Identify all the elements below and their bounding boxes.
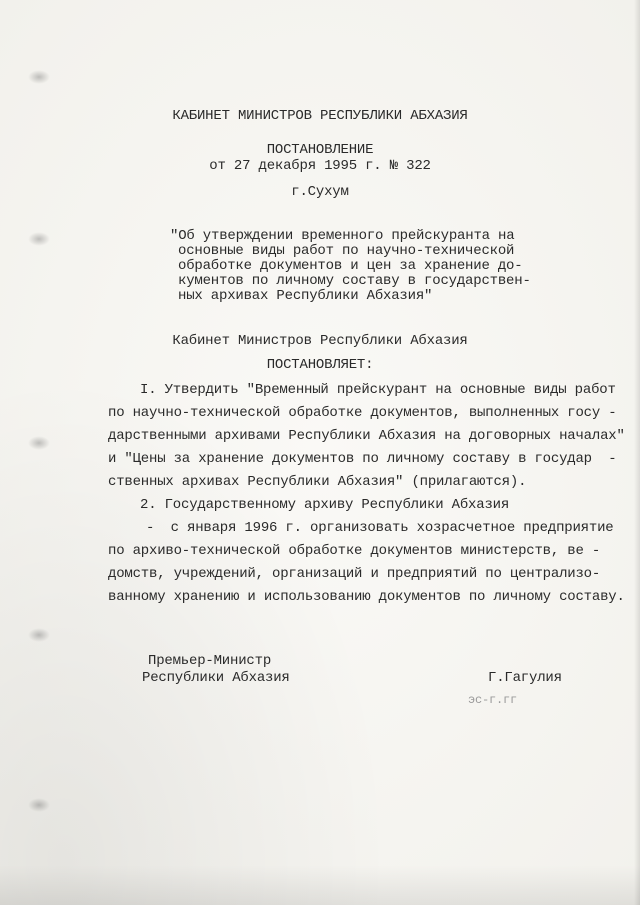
punch-hole-mark [28, 628, 50, 642]
subject-line: ных архивах Республики Абхазия" [178, 288, 433, 304]
body-line: I. Утвердить "Временный прейскурант на основные виды работ [140, 382, 616, 398]
punch-hole-mark [28, 232, 50, 246]
punch-hole-mark [28, 70, 50, 84]
page-bottom-shadow [0, 865, 640, 905]
body-line: по научно-технической обработке документов, выполненных госу - [108, 405, 617, 421]
body-line: и "Цены за хранение документов по личному составу в государ - [108, 451, 617, 467]
body-line: ственных архивах Республики Абхазия" (прилагаются). [108, 474, 527, 490]
faint-note: эс-г.гг [468, 693, 518, 707]
body-line: 2. Государственному архиву Республики Абхазия [140, 497, 510, 513]
organization-title: КАБИНЕТ МИНИСТРОВ РЕСПУБЛИКИ АБХАЗИЯ [172, 108, 468, 124]
subject-line: основные виды работ по научно-технической [178, 243, 515, 259]
body-line: по архиво-технической обработке документов министерств, ве - [108, 543, 601, 559]
subject-line: "Об утверждении временного прейскуранта на [170, 228, 515, 244]
subject-line: обработке документов и цен за хранение до- [178, 258, 523, 274]
body-line: ванному хранению и использованию документов по личному составу. [108, 589, 625, 605]
city: г.Сухум [291, 184, 349, 200]
signatory-name: Г.Гагулия [488, 670, 562, 686]
issuer: Кабинет Министров Республики Абхазия [172, 333, 468, 349]
punch-hole-mark [28, 436, 50, 450]
page-edge-shadow [634, 0, 640, 905]
body-line: - с января 1996 г. организовать хозрасчетное предприятие [146, 520, 614, 536]
date-number: от 27 декабря 1995 г. № 322 [209, 158, 431, 174]
subject-line: кументов по личному составу в государствен- [178, 273, 531, 289]
decree-word: ПОСТАНОВЛЯЕТ: [266, 357, 374, 373]
punch-hole-mark [28, 798, 50, 812]
signatory-title: Премьер-Министр [148, 653, 272, 669]
body-line: домств, учреждений, организаций и предприятий по централизо- [108, 566, 601, 582]
body-line: дарственными архивами Республики Абхазия на договорных началах" [108, 428, 625, 444]
document-type: ПОСТАНОВЛЕНИЕ [266, 142, 374, 158]
signatory-title: Республики Абхазия [142, 670, 290, 686]
